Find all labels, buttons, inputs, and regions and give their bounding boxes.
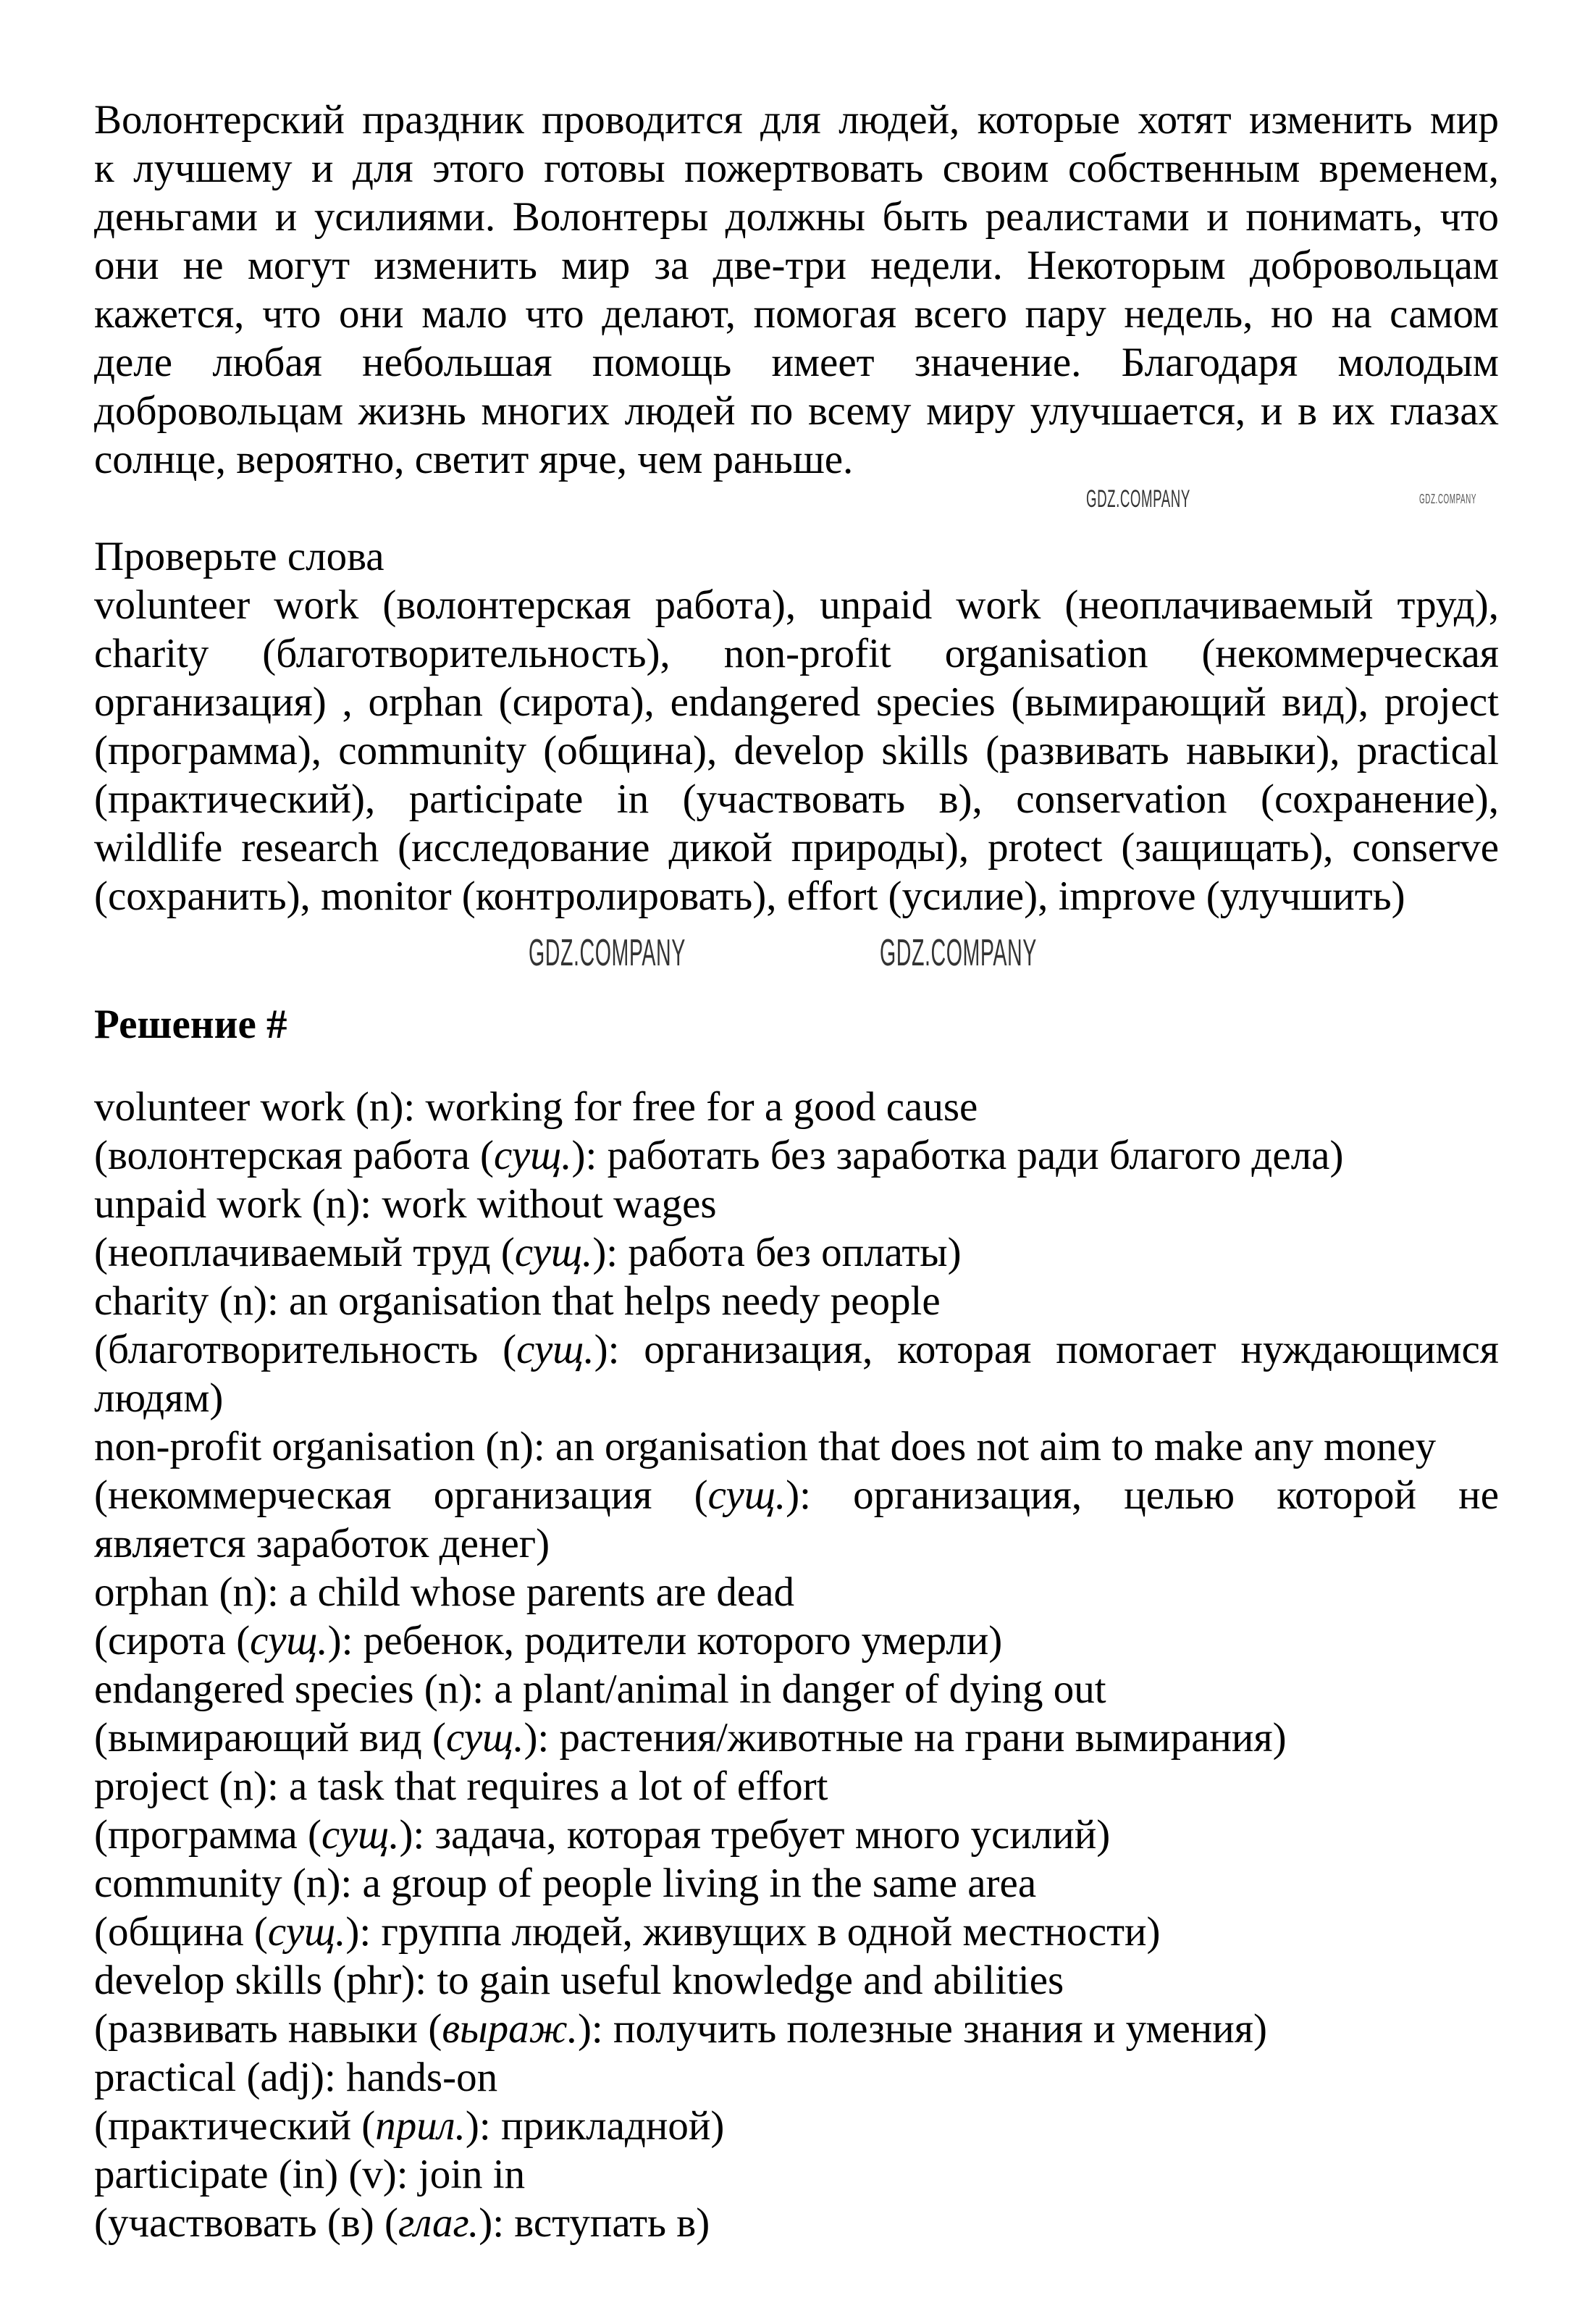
text-segment: (благотворительность ( (94, 1327, 517, 1372)
text-segment: ): растения/животные на грани вымирания) (524, 1715, 1287, 1761)
part-of-speech-abbr: сущ. (267, 1909, 346, 1955)
text-segment: (сирота ( (94, 1618, 251, 1664)
text-segment: (неоплачиваемый труд ( (94, 1230, 515, 1275)
text-line (94, 1859, 1499, 1908)
text-segment: к лучшему и для этого готовы пожертвовать своим собственным временем, (94, 146, 1499, 191)
text-segment: participate (in) (v): join in (94, 2152, 526, 2197)
text-line (94, 1228, 1499, 1277)
text-line (94, 678, 1499, 726)
text-segment: (практический), participate in (участвовать в), conservation (сохранение), (94, 776, 1499, 822)
text-segment: develop skills (phr): to gain useful knowledge and abilities (94, 1958, 1064, 2003)
text-line (94, 1471, 1499, 1519)
text-segment: деньгами и усилиями. Волонтеры должны быть реалистами и понимать, что (94, 194, 1499, 240)
text-line (94, 1083, 1499, 1131)
text-segment: (некоммерческая организация ( (94, 1472, 708, 1518)
text-line (94, 1956, 1499, 2005)
text-line (94, 1180, 1499, 1228)
text-segment: ): получить полезные знания и умения) (577, 2006, 1267, 2052)
text-line (94, 581, 1499, 629)
text-line (94, 532, 1499, 581)
text-line (94, 2150, 1499, 2199)
text-line (94, 775, 1499, 823)
text-segment: (практический ( (94, 2103, 376, 2149)
text-segment: солнце, вероятно, светит ярче, чем раньше. (94, 437, 854, 482)
text-segment: charity (n): an organisation that helps needy people (94, 1278, 941, 1324)
text-line (94, 435, 1499, 484)
text-segment: (сохранить), monitor (контролировать), effort (усилие), improve (улучшить) (94, 873, 1405, 919)
text-line (94, 1762, 1499, 1811)
text-segment: (развивать навыки ( (94, 2006, 442, 2052)
part-of-speech-abbr: сущ. (321, 1812, 400, 1858)
part-of-speech-abbr: сущ. (494, 1133, 572, 1178)
solution-heading: Решение # (94, 1002, 287, 1047)
watermark-logo: GDZ.COMPANY (529, 932, 686, 974)
text-segment: (участвовать (в) ( (94, 2200, 398, 2246)
text-segment: charity (благотворительность), non-profit organisation (некоммерческая (94, 631, 1499, 676)
text-segment: practical (adj): hands-on (94, 2055, 498, 2100)
text-line (94, 726, 1499, 775)
text-segment: volunteer work (волонтерская работа), unpaid work (неоплачиваемый труд), (94, 582, 1499, 628)
part-of-speech-abbr: прил. (375, 2103, 466, 2149)
text-segment: ): задача, которая требует много усилий) (399, 1812, 1111, 1858)
text-line (94, 1713, 1499, 1762)
text-segment: является заработок денег) (94, 1521, 550, 1566)
text-line (94, 96, 1499, 144)
text-line (94, 629, 1499, 678)
text-segment: orphan (n): a child whose parents are dead (94, 1569, 795, 1615)
text-segment: организация) , orphan (сирота), endangered species (вымирающий вид), project (94, 679, 1499, 725)
text-segment: ): работа без оплаты) (592, 1230, 962, 1275)
text-line (94, 1908, 1499, 1956)
text-segment: Волонтерский праздник проводится для людей, которые хотят изменить мир (94, 97, 1499, 143)
word-list (94, 532, 1499, 920)
text-line (94, 338, 1499, 387)
text-segment: non-profit organisation (n): an organisation that does not aim to make any money (94, 1424, 1437, 1469)
text-line (94, 1519, 1499, 1568)
text-line (94, 872, 1499, 920)
glossary (94, 1083, 1499, 2247)
text-segment: кажется, что они мало что делают, помогая всего пару недель, но на самом (94, 291, 1499, 337)
part-of-speech-abbr: выраж. (442, 2006, 578, 2052)
text-line (94, 193, 1499, 241)
part-of-speech-abbr: сущ. (445, 1715, 524, 1761)
watermark-logo: GDZ.COMPANY (1086, 485, 1190, 513)
text-line (94, 1665, 1499, 1713)
watermark-logo: GDZ.COMPANY (880, 932, 1037, 974)
text-segment: community (n): a group of people living in the same area (94, 1861, 1037, 1906)
text-line (94, 1374, 1499, 1422)
text-line (94, 823, 1499, 872)
intro-paragraph (94, 96, 1499, 484)
text-line (94, 144, 1499, 193)
text-segment: (волонтерская работа ( (94, 1133, 494, 1178)
text-line (94, 241, 1499, 290)
part-of-speech-abbr: сущ. (516, 1327, 594, 1372)
part-of-speech-abbr: сущ. (250, 1618, 328, 1664)
text-segment: ): вступать в) (479, 2200, 710, 2246)
text-line (94, 387, 1499, 435)
text-segment: добровольцам жизнь многих людей по всему миру улучшается, и в их глазах (94, 388, 1499, 434)
text-segment: (община ( (94, 1909, 268, 1955)
text-segment: ): группа людей, живущих в одной местности) (345, 1909, 1161, 1955)
text-line (94, 1811, 1499, 1859)
solution-section (94, 1000, 1499, 1049)
part-of-speech-abbr: сущ. (514, 1230, 593, 1275)
part-of-speech-abbr: глаг. (398, 2200, 479, 2246)
text-segment: volunteer work (n): working for free for a good cause (94, 1084, 978, 1130)
text-segment: Проверьте слова (94, 534, 384, 579)
text-segment: endangered species (n): a plant/animal in danger of dying out (94, 1666, 1106, 1712)
text-line (94, 1131, 1499, 1180)
text-line (94, 2102, 1499, 2150)
text-line (94, 1568, 1499, 1616)
text-segment: unpaid work (n): work without wages (94, 1181, 717, 1227)
text-segment: деле любая небольшая помощь имеет значение. Благодаря молодым (94, 340, 1499, 385)
text-segment: ): работать без заработка ради благого дела) (571, 1133, 1344, 1178)
text-line (94, 1616, 1499, 1665)
text-segment: wildlife research (исследование дикой природы), protect (защищать), conserve (94, 825, 1499, 871)
text-line (94, 290, 1499, 338)
text-line (94, 2053, 1499, 2102)
text-segment: (программа ( (94, 1812, 321, 1858)
text-segment: ): организация, которая помогает нуждающимся (594, 1327, 1499, 1372)
text-line (94, 2199, 1499, 2247)
text-segment: ): организация, целью которой не (786, 1472, 1499, 1518)
text-line (94, 1277, 1499, 1325)
text-segment: (вымирающий вид ( (94, 1715, 446, 1761)
part-of-speech-abbr: сущ. (707, 1472, 786, 1518)
watermark-logo: GDZ.COMPANY (1419, 492, 1477, 506)
text-line (94, 1422, 1499, 1471)
text-segment: (программа), community (община), develop skills (развивать навыки), practical (94, 728, 1499, 773)
text-line (94, 1325, 1499, 1374)
text-segment: ): прикладной) (465, 2103, 725, 2149)
text-line (94, 2005, 1499, 2053)
text-segment: ): ребенок, родители которого умерли) (327, 1618, 1003, 1664)
text-segment: людям) (94, 1375, 224, 1421)
text-segment: они не могут изменить мир за две-три недели. Некоторым добровольцам (94, 243, 1499, 288)
text-segment: project (n): a task that requires a lot of effort (94, 1763, 828, 1809)
